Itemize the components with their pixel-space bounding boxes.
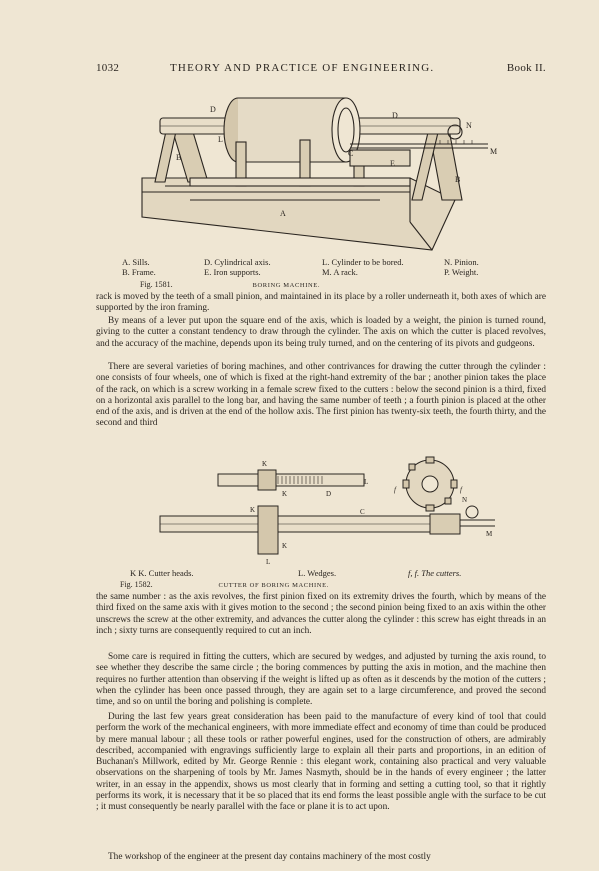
fig2-label: M [486,530,493,538]
paragraph: The workshop of the engineer at the present day contains machinery of the most costly [108,852,431,862]
cylinder-body [238,98,346,162]
fig2-label: K [262,460,268,468]
running-title: THEORY AND PRACTICE OF ENGINEERING. [170,62,435,74]
legend-entry: A. Sills. [122,257,150,267]
legend-entry: K K. Cutter heads. [130,568,194,578]
figure1-legend [122,258,502,278]
pinion [466,506,478,518]
fig1-label: N [466,121,472,130]
fig2-label: C [360,508,365,516]
sill-block [142,178,455,250]
fig1-label: B [176,153,182,162]
running-header [96,62,546,78]
paragraph: During the last few years great consideration has been paid to the manufacture of every kind of tool that could perform the work of the mechanical engineers, with more immediate effect and economy of time than could be produced by mere manual labour ; all these tools or rather powerful engines, used for the construction of others, are admirably described, accompanied with engravings sufficiently large to explain all their parts and proportions, in an edition of Buchanan's Millwork, edited by Mr. George Rennie : this elegant work, containing also practical and very valuable observations on the sharpening of tools by Mr. James Nasmyth, should be in the hands of every engineer ; the latter writer, in an essay in the appendix, shows us most clearly that in forming and setting a cutting tool, so that it rightly performs its work, it is necessary that it be so placed that its end forms the least possible angle with the surface to be cut ; it must consequently be nearly parallel with the face or plane it is to act upon. [96,712,546,813]
boring-machine-illustration [110,82,500,260]
fig2-label: D [326,490,332,498]
fig2-label: f [394,486,396,494]
fig1-label: B [455,175,461,184]
fig2-label: K [250,506,256,514]
legend-entry: D. Cylindrical axis. [204,257,271,267]
legend-entry: M. A rack. [322,266,358,277]
figure-title: BORING MACHINE. [252,282,321,289]
fig1-label: E [390,159,395,168]
legend-entry: P. Weight. [444,266,479,277]
legend-entry: f, f. The cutters. [408,568,462,578]
figure-number: Fig. 1581. [140,280,173,289]
legend-entry: L. Cylinder to be bored. [322,257,404,267]
fig2-label: N [462,496,468,504]
fig2-label: L [266,558,271,566]
screw-bar [218,474,364,486]
fig2-label: f [460,486,462,494]
figure-title: CUTTER OF BORING MACHINE. [218,582,329,589]
fig1-label: L [218,135,223,144]
fig1-label: A [280,209,286,218]
figure-number: Fig. 1582. [120,580,153,589]
legend-entry: E. Iron supports. [204,266,261,277]
paragraph: By means of a lever put upon the square end of the axis, which is loaded by a weight, the pinion is turned round, giving to the cutter a constant tendency to draw through the cylinder. The axis on which the cutter is placed revolves, and the accuracy of the machine, depends upon its being truly turned, and on the centering of its pivots and gudgeons. [96,316,546,349]
page-number: 1032 [96,62,120,74]
paragraph: There are several varieties of boring machines, and other contrivances for drawing the cutter through the cylinder : one consists of four wheels, one of which is fixed at the right-hand extremity of the bar ; another pinion takes the place of the rack, on which is a screw working in a female screw fixed to the cutters : below the second pinion is a third, fixed on a horizontal axis parallel to the long bar, and having the same number of teeth ; a fourth pinion is placed at the other end of the axis, and is driven at the end of the hollow axis. The first pinion has twenty-six teeth, the fourth thirty, and the second and third [96,362,546,429]
paragraph: rack is moved by the teeth of a small pinion, and maintained in its place by a roller underneath it, both axes of which are supported by the iron framing. [96,292,546,314]
paragraph: the same number : as the axis revolves, the first pinion fixed on its extremity drives the fourth, which by means of the third fixed on the same axis with it gives motion to the second ; the second pinion being fixed to an axis within the other unscrews the screw at the other extremity, and advances the cutter along the cylinder : this screw has eight threads in an inch ; sixty turns are consequently required to cut an inch. [96,592,546,636]
fig1-label: M [490,147,498,156]
fig1-label: C [348,149,354,158]
fig2-label: L [364,478,369,486]
legend-entry: L. Wedges. [298,568,337,578]
carriage [350,150,410,166]
legend-entry: N. Pinion. [444,257,479,267]
figure2-caption [120,580,329,589]
fig1-label: D [392,111,398,120]
paragraph: Some care is required in fitting the cutters, which are secured by wedges, and adjusted by turning the axis round, to see whether they describe the same circle ; the boring commences by putting the axis in motion, and the machine then requires no further attention than observing if the weight is lifted up as often as it descends by the motion of the cutters ; when the cylinder has been once passed through, they are again set to a large circumference, and proved the second time, and so on until the boring and polishing is complete. [96,652,546,708]
legend-entry: B. Frame. [122,266,156,277]
book-label: Book II. [506,62,546,74]
fig1-label: D [210,105,216,114]
figure1-caption [140,280,320,289]
fig2-label: K [282,542,288,550]
figure2-legend [130,569,510,579]
fig2-label: K [282,490,288,498]
cutter-illustration [150,456,500,568]
